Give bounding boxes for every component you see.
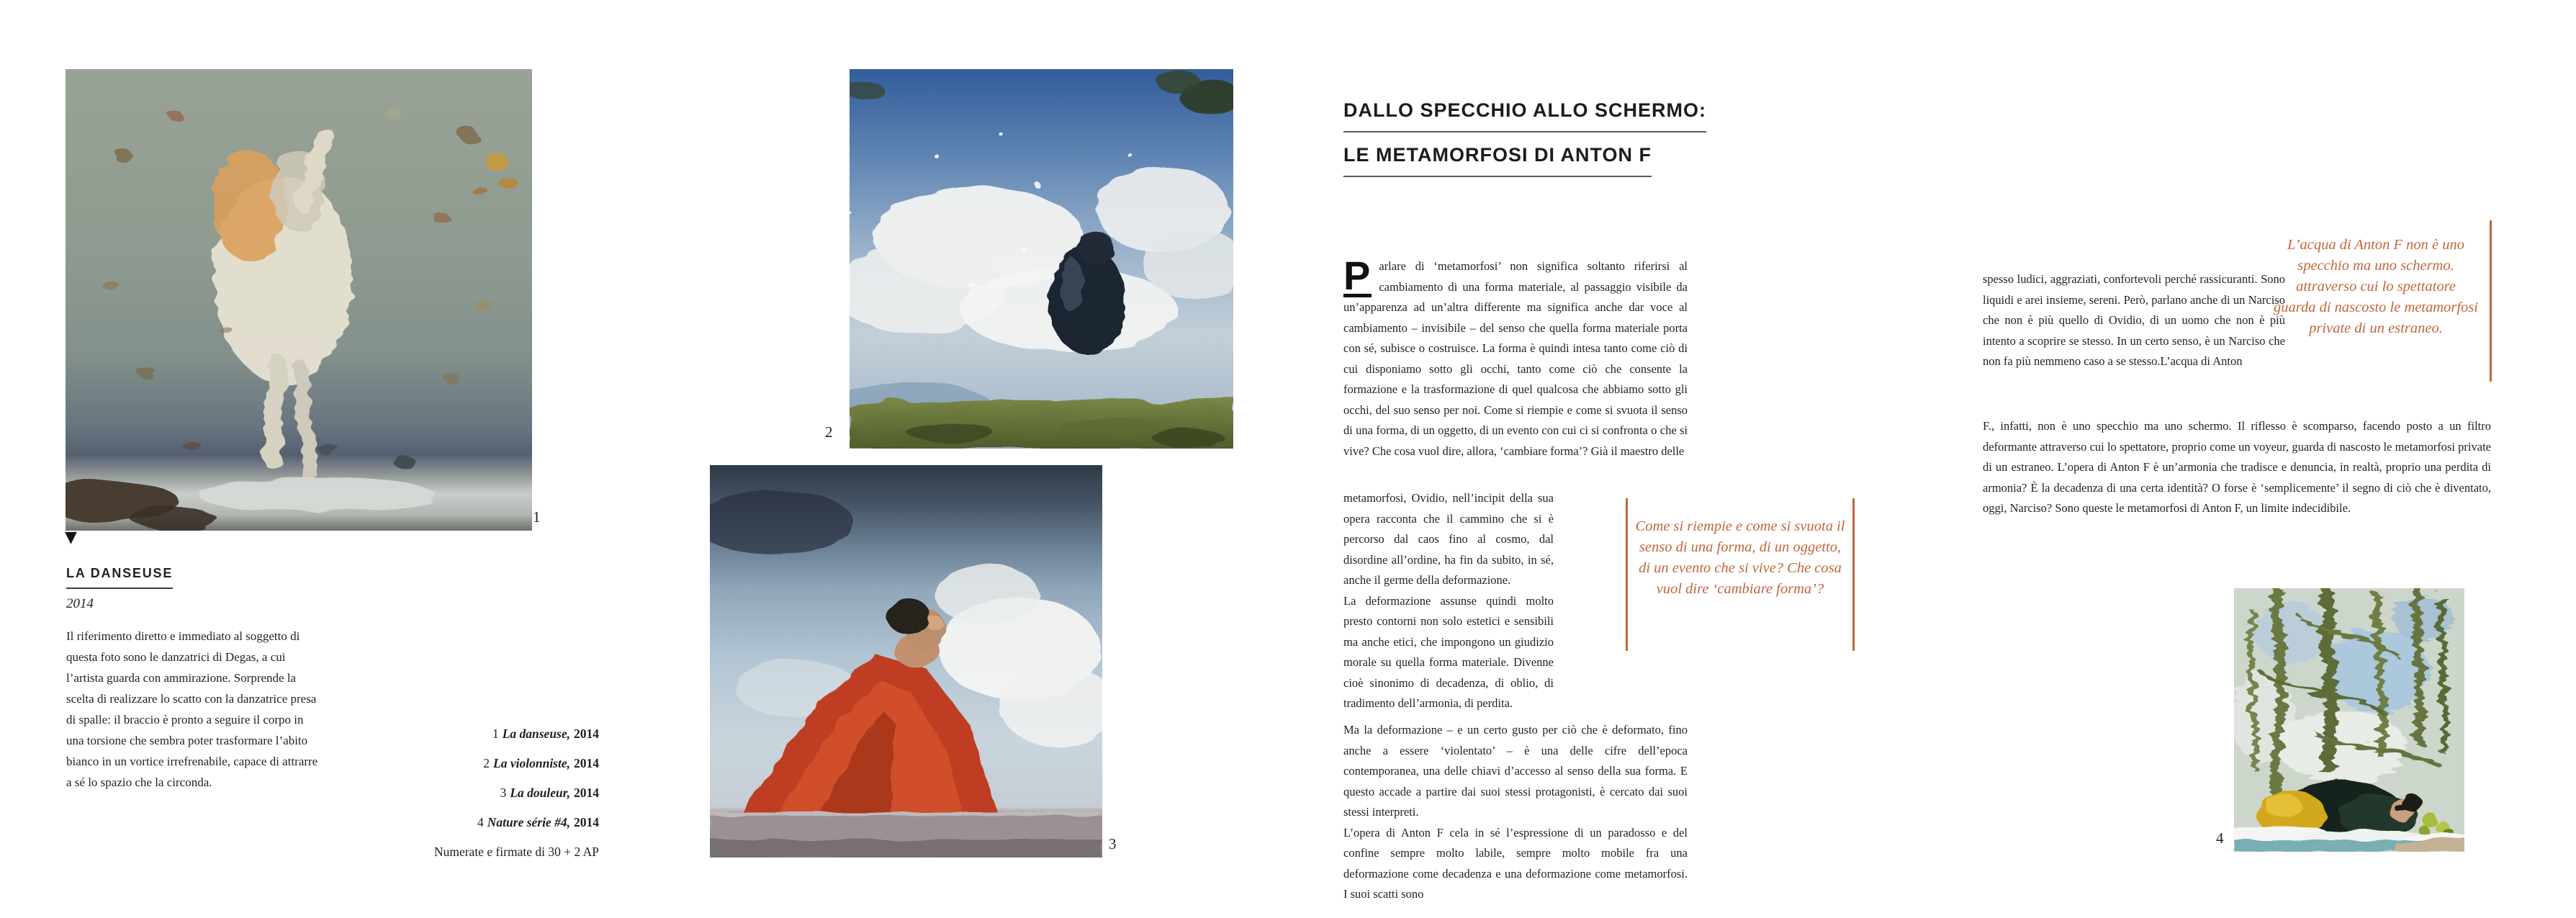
photo-nature-serie-4 (2234, 588, 2464, 852)
caption-year: 2014 (574, 726, 599, 741)
column1-bottom-p2: L’opera di Anton F cela in sé l’espressione di un paradosso e del confine sempre molto labile, sempre molto mobile fra una deformazione come decadenza e una deformazione come metamorfosi. I suoi scatti sono (1343, 825, 1688, 901)
caption-year: 2014 (574, 815, 599, 829)
column1-narrow (1343, 488, 1554, 714)
figure-number-3: 3 (1109, 835, 1117, 852)
photo-la-danseuse (66, 69, 532, 531)
article-title (1343, 99, 1706, 189)
pull-quote-left (1626, 498, 1855, 651)
caption-number: 2 (483, 756, 490, 770)
photo-nature-serie-4-art (2234, 588, 2464, 852)
caption-number: 1 (492, 726, 499, 741)
figure-number-4: 4 (2216, 829, 2224, 847)
caption-item (371, 778, 599, 808)
photo-la-douleur (710, 465, 1102, 858)
column1-bottom (1343, 720, 1688, 905)
caption-year: 2014 (574, 786, 599, 800)
figure-marker-triangle: ▼ (65, 528, 77, 546)
caption-title: La douleur, (510, 786, 570, 800)
caption-year: 2014 (574, 756, 599, 770)
caption-item (371, 749, 599, 778)
caption-number: 4 (477, 815, 484, 829)
column2-wide: F., infatti, non è uno specchio ma uno schermo. Il riflesso è scomparso, facendo posto a un filtro deformante attraverso cui lo spettatore, proprio come un voyeur, guarda di nascosto le metamorfosi private di un estraneo. L’opera di Anton F è un’armonia che tradisce e denuncia, in realtà, proprio una perdita di armonia? È la decadenza di una certa identità? O forse è ‘semplicemente’ il segno di ciò che è diventato, oggi, Narciso? Sono queste le metamorfosi di Anton F, un limite indecidibile. (1983, 419, 2491, 515)
artwork-year: 2014 (66, 596, 94, 611)
pull-quote-left-text: Come si riempie e come si svuota il senso di una forma, di un oggetto, di un evento che si vive? Che cosa vuol dire ‘cambiare forma’? (1635, 518, 1845, 597)
photo-la-violonniste-art (850, 69, 1233, 449)
caption-title: La violonniste, (493, 756, 570, 770)
article-title-line2: LE METAMORFOSI DI ANTON F (1343, 144, 1652, 177)
photo-la-danseuse-art (66, 69, 532, 531)
column2-narrow: spesso ludici, aggraziati, confortevoli perché rassicuranti. Sono liquidi e arei insieme, sereni. Però, parlano anche di un Narciso che non è più quello di Ovidio, di un uomo che non è più intento a scoprire se stesso. In un certo senso, è un Narciso che non fa più nemmeno caso a se stesso.L’acqua di Anton (1983, 272, 2285, 368)
article-title-line1: DALLO SPECCHIO ALLO SCHERMO: (1343, 99, 1706, 132)
photo-la-violonniste (850, 69, 1233, 449)
column1-intro (1343, 253, 1688, 462)
pull-quote-right-rule (2490, 220, 2492, 382)
figure-number-1: 1 (533, 508, 541, 526)
caption-item (371, 808, 599, 837)
column1-narrow-p1: metamorfosi, Ovidio, nell’incipit della sua opera racconta che il cammino che si è percorso dal caos fino al cosmo, dal disordine all’ordine, ha fin da subito, in sé, anche il germe della deformazione. (1343, 491, 1554, 587)
pull-quote-right-text: L’acqua di Anton F non è uno specchio ma uno schermo. attraverso cui lo spettatore guarda di nascosto le metamorfosi private di un estraneo. (2274, 237, 2478, 336)
caption-title: Nature série #4, (487, 815, 570, 829)
figure-number-2: 2 (825, 423, 833, 441)
drop-cap: P (1343, 253, 1371, 298)
caption-list (371, 719, 599, 867)
column1-narrow-p2: La deformazione assunse quindi molto presto contorni non solo estetici e sensibili ma anche etici, che impongono un giudizio morale su quella forma materiale. Divenne cioè sinonimo di decadenza, di oblio, di tradimento dell’armonia, di perdita. (1343, 593, 1554, 710)
column1-intro-text: arlare di ‘metamorfosi’ non significa soltanto riferirsi al cambiamento di una forma materiale, al passaggio visibile da un’apparenza ad un’altra differente ma significa anche dar voce al cambiamento – invisibile – del senso che quella forma materiale porta con sé, subisce o costruisce. La forma è quindi intesa tanto come ciò di cui disponiamo sotto gli occhi, tanto come ciò che consente la formazione e la trasformazione di quel qualcosa che abbiamo sotto gli occhi, del suo senso per noi. Come si riempie e come si svuota il senso di una forma, di un oggetto, di un evento con cui ci si confronta o che si vive? Che cosa vuol dire, allora, ‘cambiare forma’? Già il maestro delle (1343, 259, 1688, 458)
caption-item (371, 719, 599, 749)
edition-note: Numerate e firmate di 30 + 2 AP (433, 845, 599, 859)
artwork-title: LA DANSEUSE (66, 566, 173, 589)
column1-bottom-p1: Ma la deformazione – e un certo gusto per ciò che è deformato, fino anche a essere ‘violentato’ – è una delle cifre dell’epoca contemporanea, una delle chiavi d’accesso al senso della sua forma. E questo accade a partire dai suoi stessi protagonisti, è cercato dai suoi stessi interpreti. (1343, 723, 1688, 819)
photo-la-douleur-art (710, 465, 1102, 858)
caption-title: La danseuse, (502, 726, 570, 741)
artwork-description: Il riferimento diretto e immediato al soggetto di questa foto sono le danzatrici di Degas, a cui l’artista guarda con ammirazione. Sorprende la scelta di realizzare lo scatto con la danzatrice presa di spalle: il braccio è pronto a seguire il corpo in una torsione che sembra poter trasformare l’abito bianco in un vortice irrefrenabile, capace di attrarre a sé lo spazio che la circonda. (66, 629, 318, 789)
caption-number: 3 (500, 786, 507, 800)
